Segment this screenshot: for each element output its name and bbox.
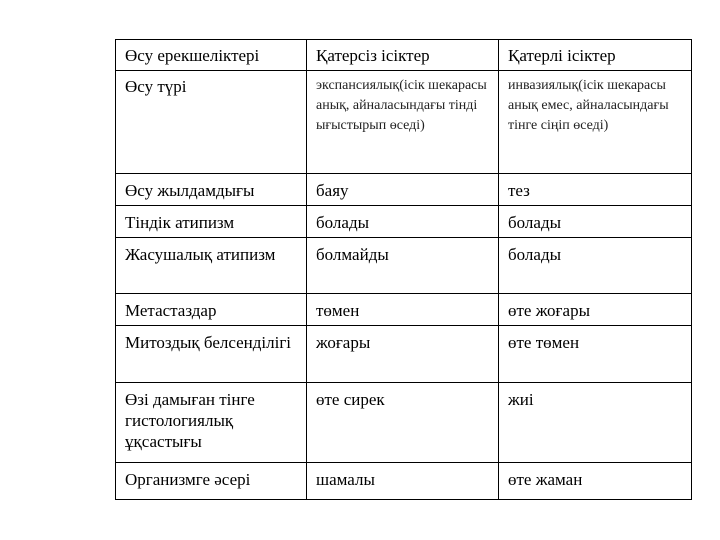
table-row <box>116 206 692 238</box>
cell-malignant-mitotic-activity: өте төмен <box>499 326 692 383</box>
table-row <box>116 238 692 294</box>
cell-benign-cell-atypism: болмайды <box>307 238 499 294</box>
row-label-mitotic-activity: Митоздық белсенділігі <box>116 326 307 383</box>
cell-benign-mitotic-activity: жоғары <box>307 326 499 383</box>
table-row <box>116 174 692 206</box>
cell-benign-tissue-atypism: болады <box>307 206 499 238</box>
tumor-comparison-table <box>115 39 692 500</box>
row-label-cell-atypism: Жасушалық атипизм <box>116 238 307 294</box>
cell-benign-histological-similarity: өте сирек <box>307 383 499 463</box>
table-row <box>116 463 692 500</box>
table-row <box>116 294 692 326</box>
cell-malignant-effect-on-organism: өте жаман <box>499 463 692 500</box>
table-row <box>116 383 692 463</box>
row-label-growth-rate: Өсу жылдамдығы <box>116 174 307 206</box>
cell-malignant-cell-atypism: болады <box>499 238 692 294</box>
cell-benign-growth-rate: баяу <box>307 174 499 206</box>
row-label-growth-type: Өсу түрі <box>116 71 307 174</box>
header-cell-features: Өсу ерекшеліктері <box>116 40 307 71</box>
table-row <box>116 326 692 383</box>
cell-malignant-tissue-atypism: болады <box>499 206 692 238</box>
row-label-tissue-atypism: Тіндік атипизм <box>116 206 307 238</box>
header-cell-malignant: Қатерлі ісіктер <box>499 40 692 71</box>
row-label-histological-similarity: Өзі дамыған тінге гистологиялық ұқсастығы <box>116 383 307 463</box>
header-cell-benign: Қатерсіз ісіктер <box>307 40 499 71</box>
row-label-effect-on-organism: Организмге әсері <box>116 463 307 500</box>
row-label-metastases: Метастаздар <box>116 294 307 326</box>
cell-malignant-growth-rate: тез <box>499 174 692 206</box>
cell-benign-metastases: төмен <box>307 294 499 326</box>
cell-benign-effect-on-organism: шамалы <box>307 463 499 500</box>
cell-malignant-growth-type: инвазиялық(ісік шекарасы анық емес, айналасындағы тінге сіңіп өседі) <box>499 71 692 174</box>
table-row <box>116 71 692 174</box>
table-header-row <box>116 40 692 71</box>
cell-malignant-metastases: өте жоғары <box>499 294 692 326</box>
cell-benign-growth-type: экспансиялық(ісік шекарасы анық, айналасындағы тінді ығыстырып өседі) <box>307 71 499 174</box>
cell-malignant-histological-similarity: жиі <box>499 383 692 463</box>
